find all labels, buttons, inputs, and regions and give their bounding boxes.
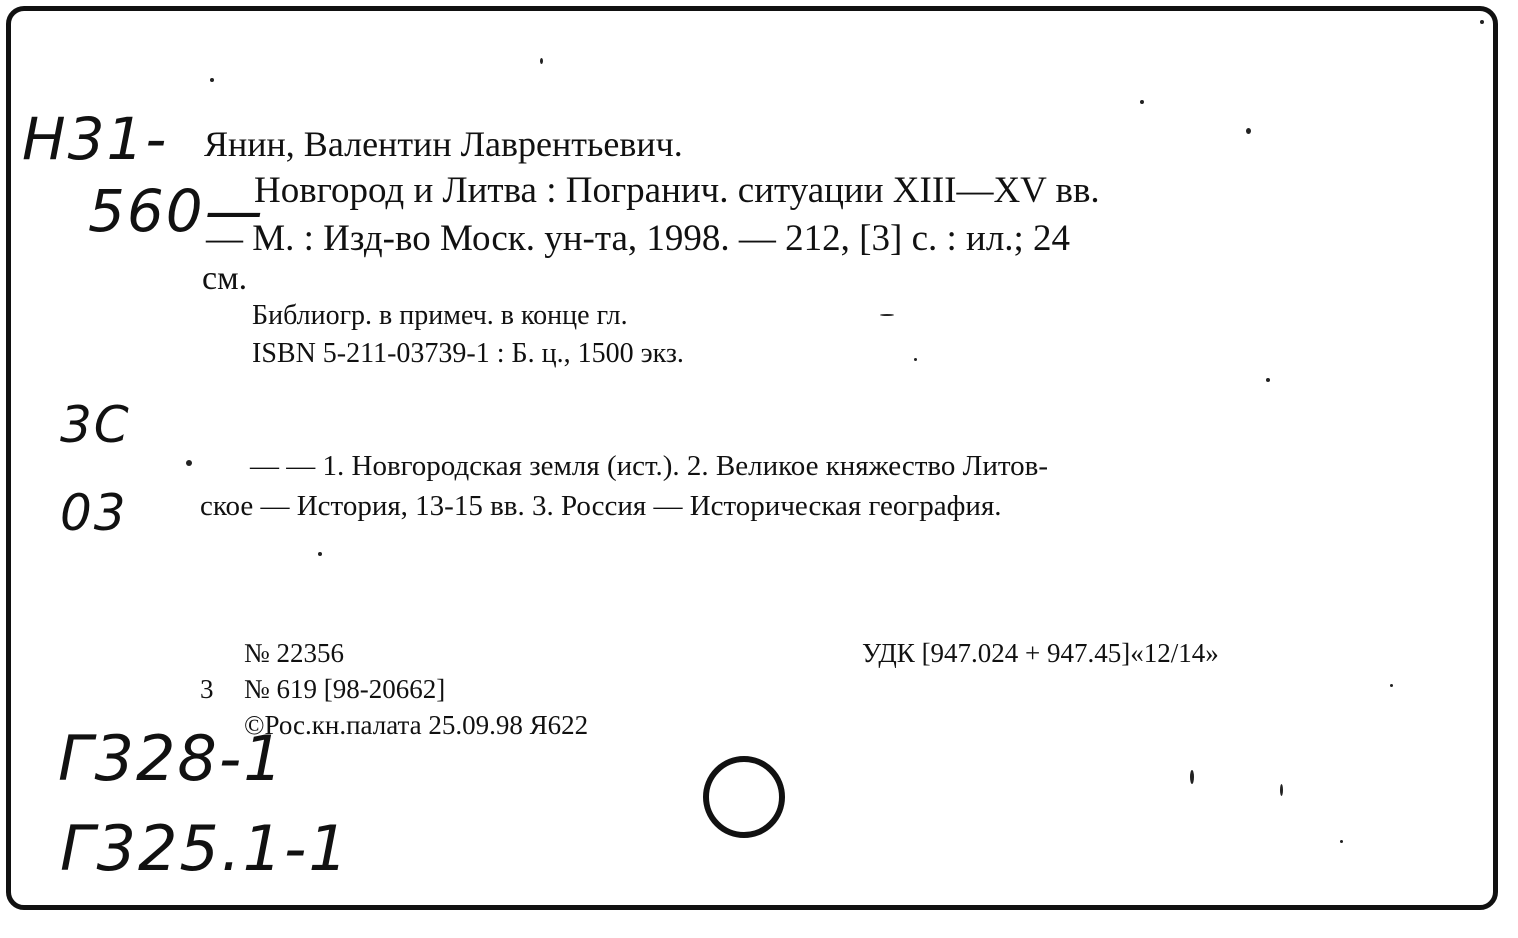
book-chamber-line: ©Рос.кн.палата 25.09.98 Я622 <box>244 710 589 740</box>
scan-speck <box>1266 378 1270 382</box>
card-number: № 22356 <box>244 638 345 668</box>
scan-speck <box>1280 784 1283 796</box>
punch-hole-circle <box>703 756 785 838</box>
handwritten-mark-3c: 3С <box>60 396 131 454</box>
scan-speck <box>1390 684 1393 687</box>
subjects-line-1: — — 1. Новгородская земля (ист.). 2. Великое княжество Литов- <box>250 450 1049 482</box>
scan-speck <box>210 78 214 82</box>
title-line-2: — М. : Изд-во Моск. ун-та, 1998. — 212, [3] с. : ил.; 24 <box>206 218 1071 259</box>
order-prefix: 3 <box>200 674 214 704</box>
scan-speck <box>318 552 322 556</box>
isbn-line: ISBN 5-211-03739-1 : Б. ц., 1500 экз. <box>252 338 684 369</box>
scan-speck <box>1340 840 1343 843</box>
handwritten-shelf-1: Г328-1 <box>58 722 285 795</box>
scan-speck <box>186 460 192 466</box>
order-number: № 619 [98-20662] <box>244 674 446 704</box>
title-line-3: см. <box>202 260 248 297</box>
udc-classification: УДК [947.024 + 947.45]«12/14» <box>862 638 1219 668</box>
scan-speck <box>1246 128 1251 134</box>
scan-speck <box>914 358 917 361</box>
author-heading: Янин, Валентин Лаврентьевич. <box>204 124 683 164</box>
bibliography-note: Библиогр. в примеч. в конце гл. <box>252 300 628 331</box>
handwritten-code-bottom: 560— <box>88 177 265 245</box>
scan-speck <box>1140 100 1144 104</box>
scan-speck <box>1480 20 1484 24</box>
scan-speck <box>1190 770 1194 784</box>
title-line-1: Новгород и Литва : Погранич. ситуации XIII—XV вв. <box>254 170 1100 211</box>
handwritten-mark-03: 03 <box>60 484 128 542</box>
handwritten-shelf-2: Г325.1-1 <box>60 812 350 885</box>
scan-speck <box>540 58 543 64</box>
scan-speck <box>880 314 894 316</box>
handwritten-code-top: Н31- <box>22 105 169 173</box>
subjects-line-2: ское — История, 13-15 вв. 3. Россия — Историческая география. <box>200 490 1002 522</box>
